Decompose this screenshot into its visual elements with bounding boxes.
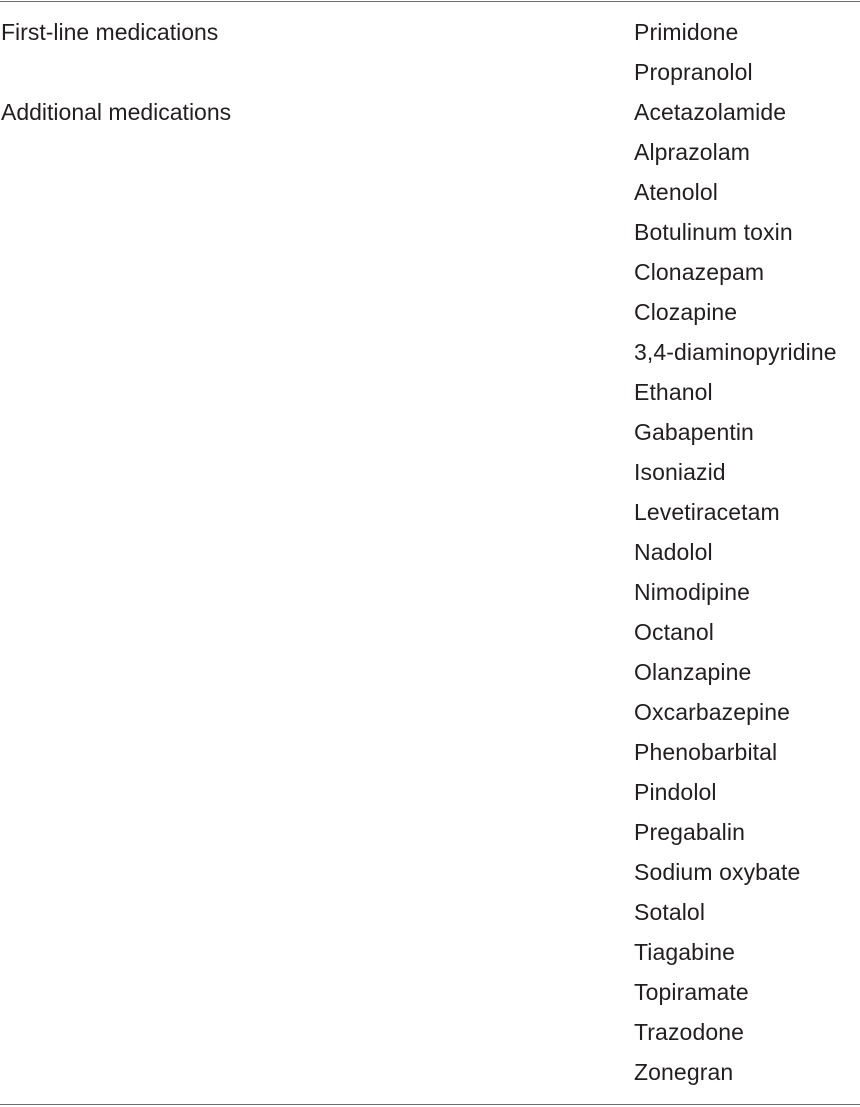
medication-item: Zonegran xyxy=(634,1059,734,1085)
medication-item: Octanol xyxy=(634,619,714,645)
medication-item: Ethanol xyxy=(634,379,713,405)
medication-item: Clonazepam xyxy=(634,259,765,285)
medications-table xyxy=(0,12,860,1092)
medication-item: Pregabalin xyxy=(634,819,745,845)
table-bottom-rule xyxy=(0,1104,860,1105)
medication-item: 3,4-diaminopyridine xyxy=(634,339,837,365)
medication-item: Tiagabine xyxy=(634,939,736,965)
table-row-group xyxy=(0,12,860,92)
medication-item: Sotalol xyxy=(634,899,706,925)
medication-item: Nimodipine xyxy=(634,579,751,605)
table-row-group xyxy=(0,92,860,1092)
medication-item: Topiramate xyxy=(634,979,749,1005)
medication-item: Levetiracetam xyxy=(634,499,780,525)
medication-item: Olanzapine xyxy=(634,659,752,685)
medication-item: Botulinum toxin xyxy=(634,219,793,245)
medication-item: Trazodone xyxy=(634,1019,745,1045)
medication-item: Acetazolamide xyxy=(634,99,787,125)
medication-item: Sodium oxybate xyxy=(634,859,801,885)
category-label: First-line medications xyxy=(1,19,219,45)
medication-list xyxy=(634,12,860,92)
medication-item: Pindolol xyxy=(634,779,717,805)
medication-item: Gabapentin xyxy=(634,419,754,445)
medication-item: Nadolol xyxy=(634,539,713,565)
medication-item: Propranolol xyxy=(634,59,753,85)
medication-item: Oxcarbazepine xyxy=(634,699,790,725)
category-label: Additional medications xyxy=(1,99,232,125)
medication-item: Clozapine xyxy=(634,299,738,325)
table-top-rule xyxy=(0,1,860,2)
medication-item: Isoniazid xyxy=(634,459,726,485)
medication-list xyxy=(634,92,860,1092)
medication-item: Phenobarbital xyxy=(634,739,778,765)
medication-item: Atenolol xyxy=(634,179,718,205)
medication-item: Alprazolam xyxy=(634,139,751,165)
medication-item: Primidone xyxy=(634,19,739,45)
